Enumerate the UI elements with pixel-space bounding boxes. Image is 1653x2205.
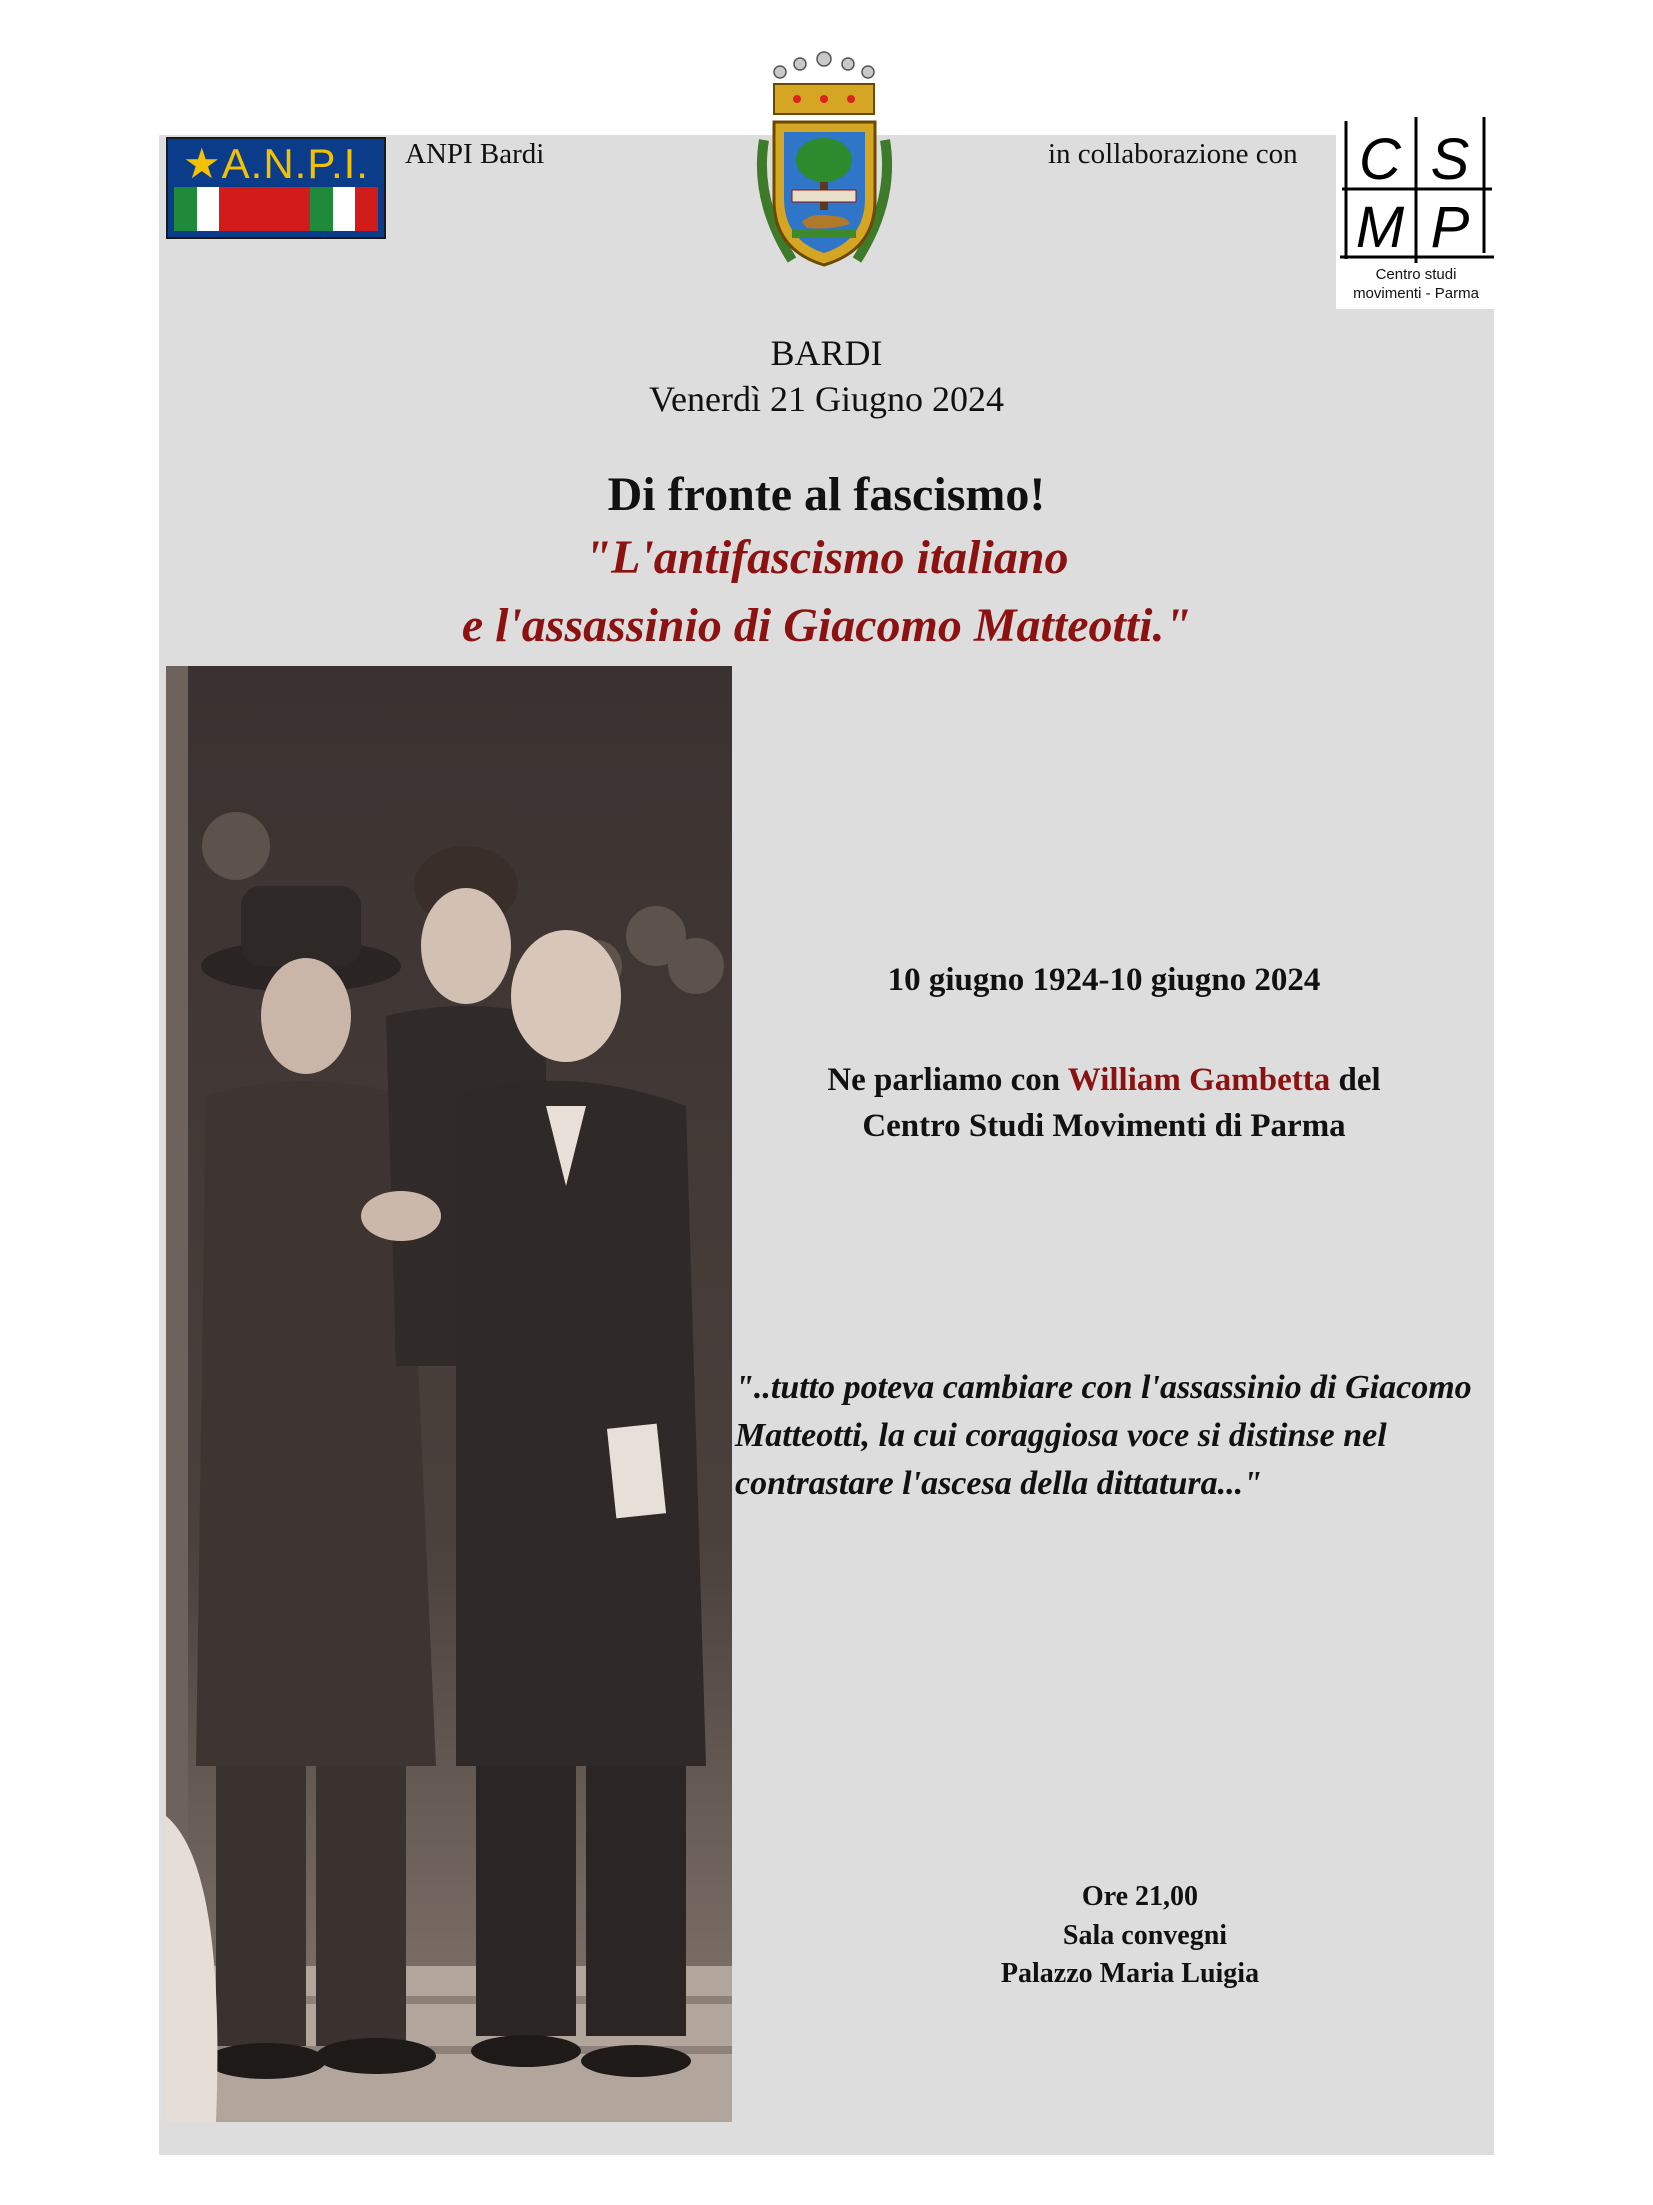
csmp-caption-line1: Centro studi (1375, 266, 1457, 283)
csmp-letter-m: M (1355, 195, 1405, 260)
anpi-logo-text: ★A.N.P.I. (183, 140, 369, 187)
event-town: BARDI (770, 333, 883, 373)
event-date: Venerdì 21 Giugno 2024 (649, 379, 1004, 419)
speaker-line (734, 1062, 1474, 1099)
event-subtitle-line2: e l'assassinio di Giacomo Matteotti." (461, 599, 1192, 652)
org-name: ANPI Bardi (405, 138, 545, 170)
bardi-coat-of-arms-icon (752, 50, 897, 280)
event-subtitle-line1: "L'antifascismo italiano (584, 531, 1069, 584)
speaker-organization: Centro Studi Movimenti di Parma (862, 1108, 1346, 1144)
csmp-caption-line2: movimenti - Parma (1353, 285, 1479, 302)
event-venue: Palazzo Maria Luigia (1000, 1958, 1260, 1989)
quote-text: "..tutto poteva cambiare con l'assassinio di Giacomo Matteotti, la cui coraggiosa voce si distinse nel contrastare l'ascesa della dittatura..." (735, 1369, 1472, 1502)
event-title: Di fronte al fascismo! (607, 468, 1046, 521)
csmp-letter-p: P (1430, 195, 1470, 260)
speaker-intro: Ne parliamo con (827, 1062, 1068, 1098)
csmp-caption (1336, 265, 1496, 303)
historic-photo (166, 666, 732, 2122)
event-time: Ore 21,00 (1081, 1881, 1199, 1912)
speaker-name: William Gambetta (1067, 1062, 1331, 1098)
csmp-letter-s: S (1430, 127, 1470, 192)
anpi-logo-icon (166, 137, 386, 239)
speaker-suffix: del (1330, 1062, 1381, 1098)
event-room: Sala convegni (1062, 1920, 1228, 1951)
anpi-flag-stripe (174, 187, 378, 231)
csmp-letter-c: C (1359, 127, 1401, 192)
anniversary-dates: 10 giugno 1924-10 giugno 2024 (887, 962, 1321, 998)
collaboration-label: in collaborazione con (1048, 138, 1298, 170)
